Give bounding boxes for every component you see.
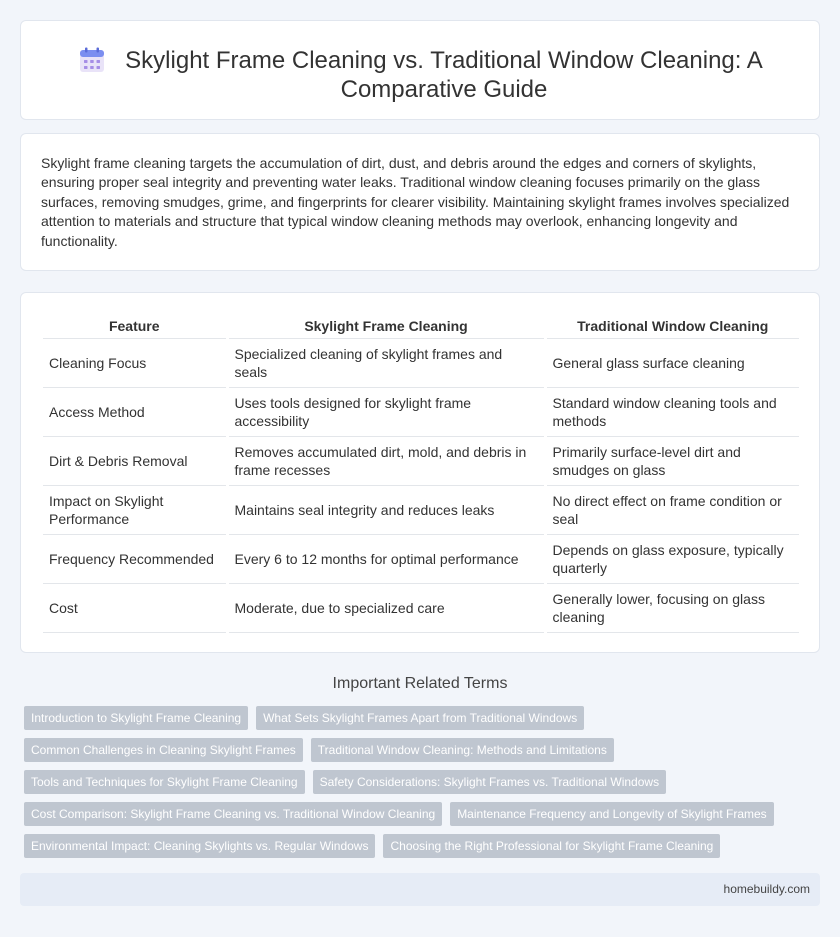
header-feature: Feature [43, 313, 227, 338]
related-term-tag[interactable]: Environmental Impact: Cleaning Skylights vs. Regular Windows [24, 834, 375, 858]
cell-traditional: Primarily surface-level dirt and smudges on glass [545, 436, 799, 485]
page-title-line2: Comparative Guide [340, 76, 548, 103]
table-row [43, 338, 799, 387]
related-term-tag[interactable]: Cost Comparison: Skylight Frame Cleaning vs. Traditional Window Cleaning [24, 802, 442, 826]
related-term-tag[interactable]: Maintenance Frequency and Longevity of Skylight Frames [450, 802, 774, 826]
cell-feature: Cleaning Focus [43, 338, 227, 387]
cell-skylight: Every 6 to 12 months for optimal performance [227, 534, 545, 583]
related-term-tag[interactable]: Safety Considerations: Skylight Frames vs. Traditional Windows [313, 770, 666, 794]
cell-skylight: Specialized cleaning of skylight frames and seals [227, 338, 545, 387]
title-card [20, 20, 820, 120]
related-terms-list [24, 706, 804, 866]
tag-row [24, 706, 804, 730]
table-row [43, 485, 799, 534]
comparison-table-card [20, 292, 820, 653]
cell-feature: Impact on Skylight Performance [43, 485, 227, 534]
related-term-tag[interactable]: Tools and Techniques for Skylight Frame Cleaning [24, 770, 305, 794]
related-term-tag[interactable]: What Sets Skylight Frames Apart from Traditional Windows [256, 706, 584, 730]
table-row [43, 583, 799, 632]
cell-traditional: No direct effect on frame condition or seal [545, 485, 799, 534]
cell-skylight: Uses tools designed for skylight frame accessibility [227, 387, 545, 436]
tag-row [24, 738, 804, 762]
cell-traditional: Depends on glass exposure, typically quarterly [545, 534, 799, 583]
tag-row [24, 770, 804, 794]
comparison-table [43, 313, 799, 633]
page-title-line1: Skylight Frame Cleaning vs. Traditional Window Cleaning: A [125, 47, 763, 74]
related-terms-title: Important Related Terms [332, 675, 508, 692]
tag-row [24, 834, 804, 858]
cell-traditional: Generally lower, focusing on glass cleaning [545, 583, 799, 632]
tag-row [24, 802, 804, 826]
cell-feature: Access Method [43, 387, 227, 436]
table-row [43, 534, 799, 583]
header-skylight: Skylight Frame Cleaning [227, 313, 545, 338]
related-term-tag[interactable]: Choosing the Right Professional for Skylight Frame Cleaning [383, 834, 720, 858]
cell-skylight: Maintains seal integrity and reduces leaks [227, 485, 545, 534]
cell-skylight: Moderate, due to specialized care [227, 583, 545, 632]
cell-feature: Cost [43, 583, 227, 632]
table-row [43, 436, 799, 485]
related-term-tag[interactable]: Traditional Window Cleaning: Methods and Limitations [311, 738, 614, 762]
cell-feature: Dirt & Debris Removal [43, 436, 227, 485]
footer [20, 873, 820, 906]
cell-skylight: Removes accumulated dirt, mold, and debris in frame recesses [227, 436, 545, 485]
table-row [43, 387, 799, 436]
cell-traditional: Standard window cleaning tools and methods [545, 387, 799, 436]
footer-site-link[interactable]: homebuildy.com [723, 882, 810, 896]
title-wrap [71, 21, 771, 121]
intro-paragraph: Skylight frame cleaning targets the accumulation of dirt, dust, and debris around the edges and corners of skylights, ensuring proper seal integrity and preventing water leaks. Traditional window cleaning focuses primarily on the glass surfaces, removing smudges, grime, and fingerprints for clearer visibility. Maintaining skylight frames involves specialized attention to materials and structure that typical window cleaning methods may overlook, enhancing longevity and functionality. [41, 155, 790, 249]
table-header-row [43, 313, 799, 338]
related-term-tag[interactable]: Introduction to Skylight Frame Cleaning [24, 706, 248, 730]
related-term-tag[interactable]: Common Challenges in Cleaning Skylight Frames [24, 738, 303, 762]
page-title [125, 46, 763, 104]
calendar-icon [79, 47, 105, 73]
cell-feature: Frequency Recommended [43, 534, 227, 583]
intro-card [20, 133, 820, 271]
cell-traditional: General glass surface cleaning [545, 338, 799, 387]
header-traditional: Traditional Window Cleaning [545, 313, 799, 338]
